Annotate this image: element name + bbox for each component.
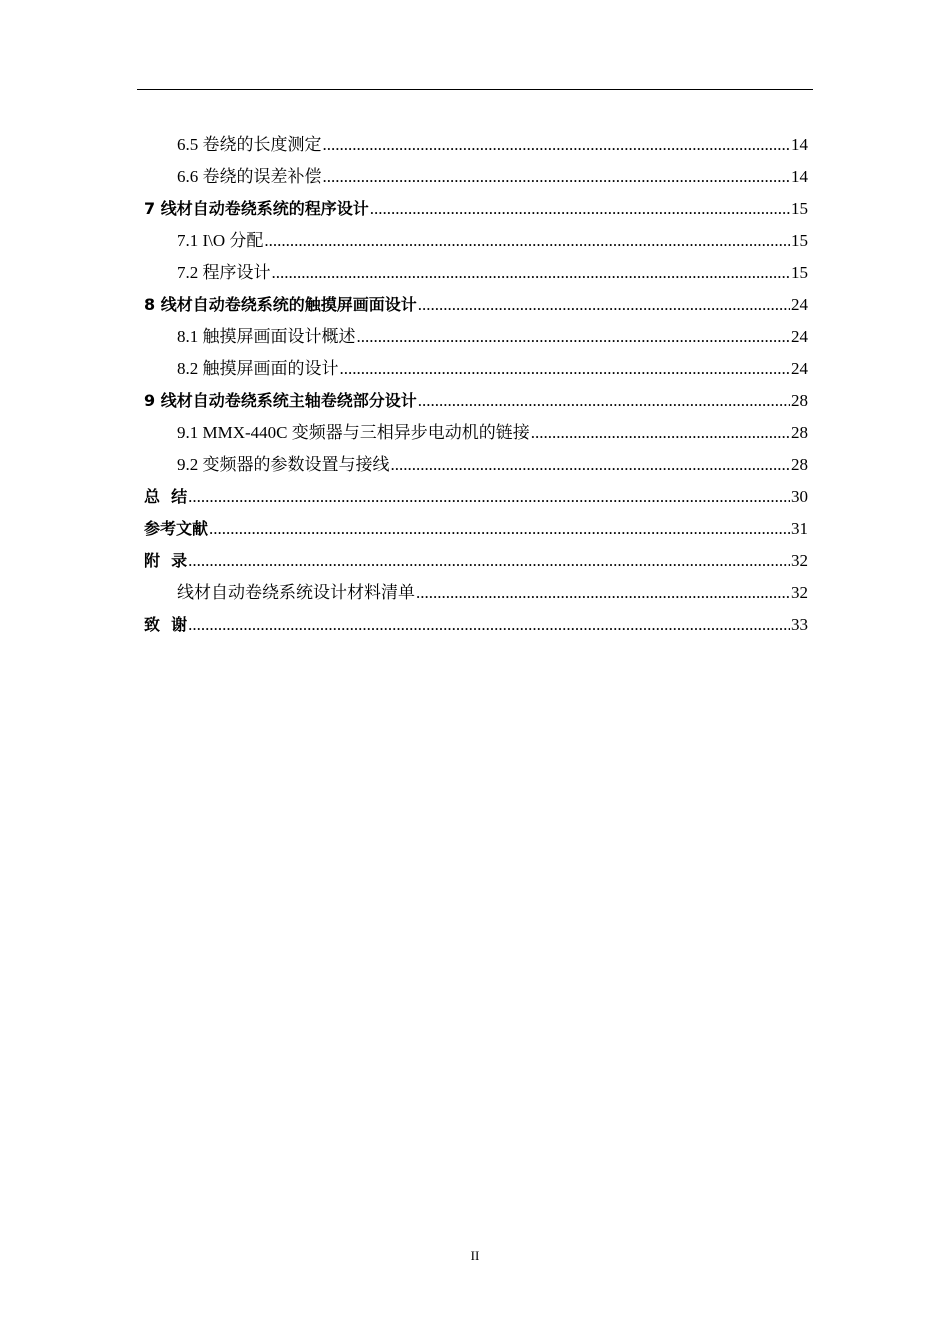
toc-dot-leader <box>272 257 791 289</box>
toc-entry[interactable] <box>144 161 808 193</box>
toc-dot-leader <box>391 449 791 481</box>
toc-entry-title: 线材自动卷绕系统设计材料清单 <box>177 583 415 602</box>
toc-dot-leader <box>323 129 791 161</box>
toc-entry-page: 30 <box>791 487 808 506</box>
toc-entry-page: 15 <box>791 231 808 250</box>
toc-entry-page: 14 <box>791 135 808 154</box>
toc-entry[interactable] <box>144 321 808 353</box>
toc-entry-title: 总 结 <box>144 487 188 506</box>
toc-dot-leader <box>209 513 790 545</box>
toc-entry[interactable] <box>144 577 808 609</box>
toc-entry-page: 33 <box>791 615 808 634</box>
toc-entry[interactable] <box>144 257 808 289</box>
toc-dot-leader <box>418 385 790 417</box>
toc-entry[interactable] <box>144 481 808 513</box>
toc-dot-leader <box>531 417 790 449</box>
toc-entry-title: 8.1 触摸屏画面设计概述 <box>177 327 356 346</box>
toc-entry-title: 9 线材自动卷绕系统主轴卷绕部分设计 <box>144 391 417 410</box>
toc-entry-page: 24 <box>791 359 808 378</box>
toc-entry-page: 32 <box>791 583 808 602</box>
toc-entry-page: 28 <box>791 455 808 474</box>
toc-entry[interactable] <box>144 609 808 641</box>
toc-dot-leader <box>418 289 790 321</box>
toc-entry[interactable] <box>144 289 808 321</box>
toc-entry-page: 31 <box>791 519 808 538</box>
toc-entry-title: 7 线材自动卷绕系统的程序设计 <box>144 199 369 218</box>
toc-dot-leader <box>416 577 790 609</box>
toc-dot-leader <box>188 545 790 577</box>
toc-entry-page: 32 <box>791 551 808 570</box>
toc-entry[interactable] <box>144 513 808 545</box>
toc-entry[interactable] <box>144 353 808 385</box>
toc-entry[interactable] <box>144 225 808 257</box>
toc-dot-leader <box>323 161 791 193</box>
toc-entry[interactable] <box>144 129 808 161</box>
toc-entry-title: 致 谢 <box>144 615 188 634</box>
toc-entry-title: 7.1 I\O 分配 <box>177 231 264 250</box>
toc-entry-title: 7.2 程序设计 <box>177 263 271 282</box>
toc-entry-page: 24 <box>791 295 808 314</box>
page-number: II <box>470 1248 480 1263</box>
toc-dot-leader <box>188 609 790 641</box>
toc-entry-title: 参考文献 <box>144 519 209 538</box>
toc-entry[interactable] <box>144 545 808 577</box>
toc-dot-leader <box>370 193 790 225</box>
toc-entry-title: 6.6 卷绕的误差补偿 <box>177 167 322 186</box>
toc-entry[interactable] <box>144 417 808 449</box>
toc-entry-page: 15 <box>791 199 808 218</box>
toc-dot-leader <box>188 481 790 513</box>
toc-entry-title: 8.2 触摸屏画面的设计 <box>177 359 339 378</box>
toc-entry-page: 15 <box>791 263 808 282</box>
toc-entry-page: 24 <box>791 327 808 346</box>
toc-entry-title: 9.2 变频器的参数设置与接线 <box>177 455 390 474</box>
toc-entry-page: 28 <box>791 391 808 410</box>
toc-entry[interactable] <box>144 449 808 481</box>
table-of-contents <box>144 129 808 641</box>
toc-entry-title: 6.5 卷绕的长度测定 <box>177 135 322 154</box>
toc-entry-title: 9.1 MMX-440C 变频器与三相异步电动机的链接 <box>177 423 530 442</box>
toc-entry-title: 8 线材自动卷绕系统的触摸屏画面设计 <box>144 295 417 314</box>
toc-dot-leader <box>357 321 791 353</box>
toc-entry-page: 14 <box>791 167 808 186</box>
header-rule <box>137 89 813 90</box>
toc-entry[interactable] <box>144 193 808 225</box>
toc-entry-page: 28 <box>791 423 808 442</box>
toc-dot-leader <box>264 225 790 257</box>
toc-dot-leader <box>340 353 791 385</box>
toc-entry-title: 附 录 <box>144 551 188 570</box>
toc-entry[interactable] <box>144 385 808 417</box>
